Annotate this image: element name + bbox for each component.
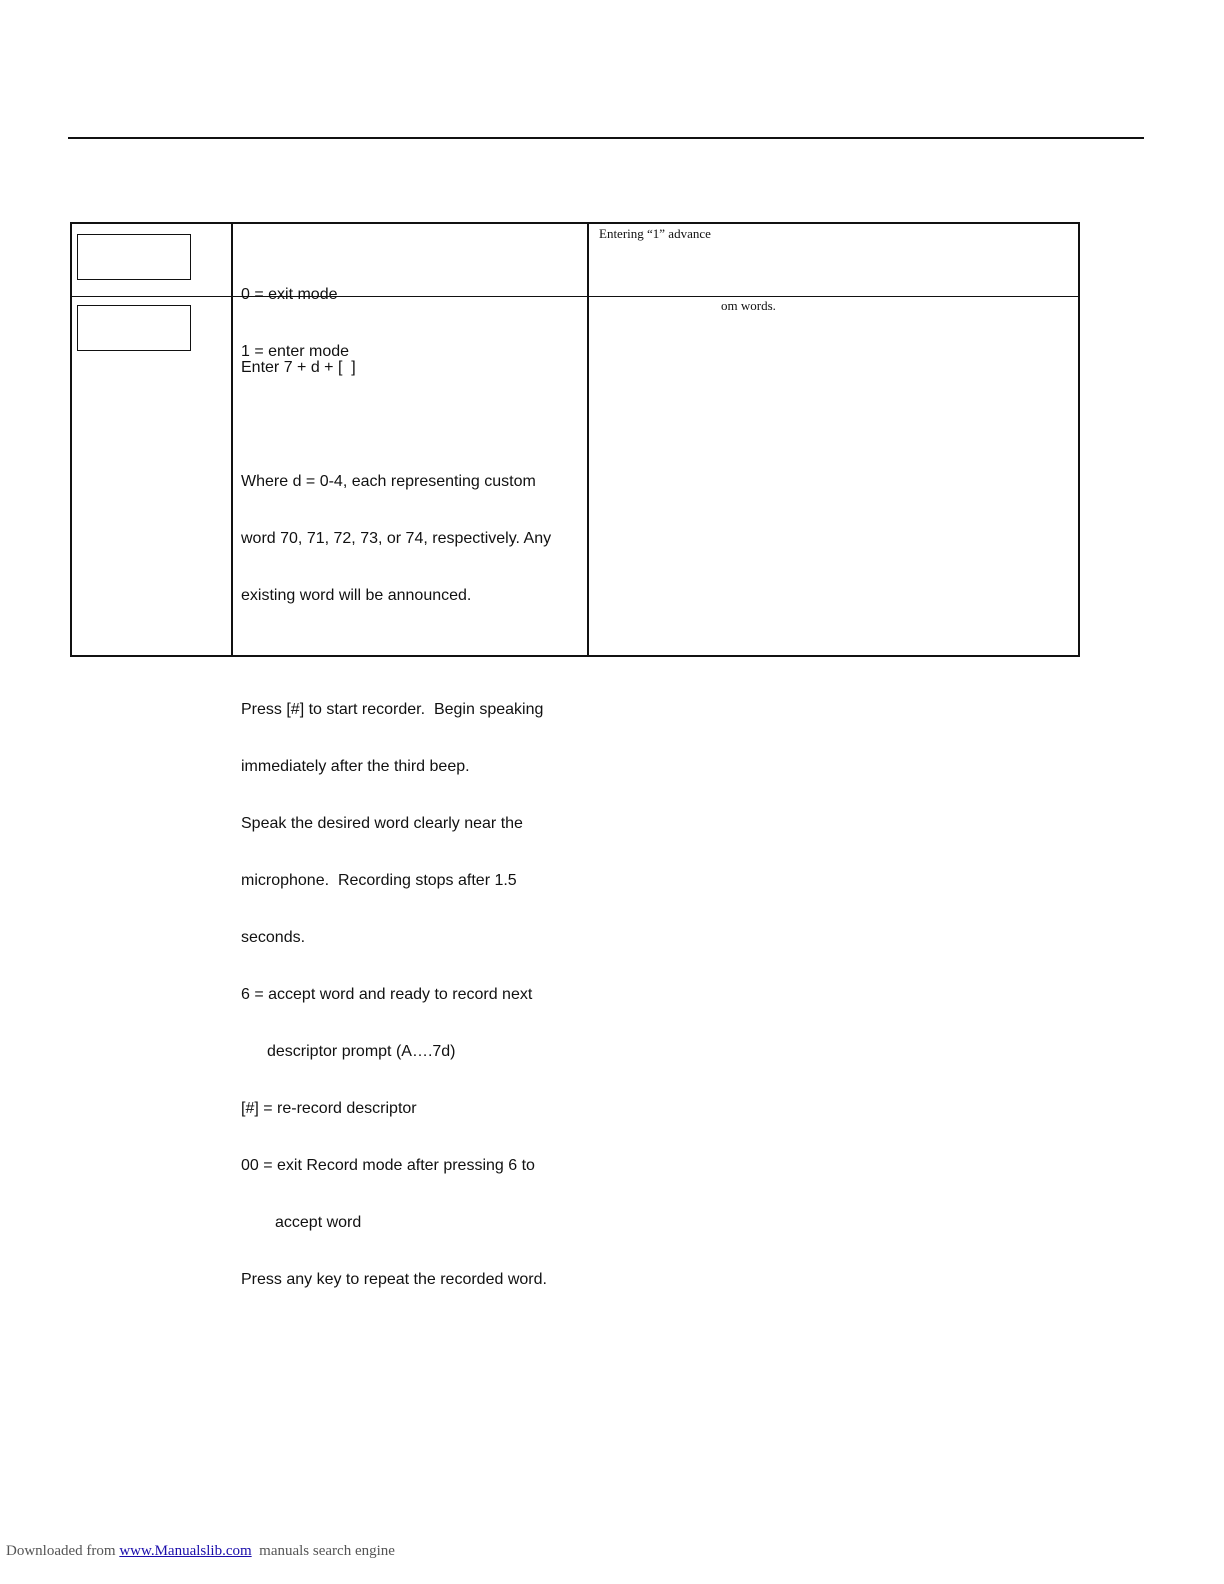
program-field-table [70, 222, 1080, 1288]
field-note: Entering “1” advance [599, 226, 711, 241]
header-rule [68, 137, 1144, 139]
entry-line: 1 = enter mode [241, 343, 350, 360]
entry-line: microphone. Recording stops after 1.5 [241, 872, 517, 889]
table-row [72, 296, 1078, 1288]
entry-line: [#] = re-record descriptor [241, 1100, 417, 1117]
entry-line: seconds. [241, 929, 306, 946]
footer-suffix: manuals search engine [251, 1543, 395, 1559]
entry-line: Speak the desired word clearly near the [241, 815, 523, 832]
entry-line: Press [#] to start recorder. Begin speaking [241, 701, 544, 718]
entry-line: immediately after the third beep. [241, 758, 470, 775]
entry-line: 00 = exit Record mode after pressing 6 to [241, 1157, 535, 1174]
download-footer [6, 1543, 395, 1560]
entry-line: 0 = exit mode [241, 286, 338, 303]
entry-line: Press any key to repeat the recorded word. [241, 1271, 547, 1288]
entry-line: existing word will be announced. [241, 587, 472, 604]
field-note: om words. [721, 298, 776, 313]
column-divider [231, 296, 233, 655]
entry-line: descriptor prompt (A….7d) [267, 1043, 456, 1060]
spacer [241, 643, 571, 662]
entry-line: accept word [275, 1214, 362, 1231]
manualslib-link[interactable]: www.Manualslib.com [119, 1543, 252, 1559]
column-divider [231, 224, 233, 296]
spacer [241, 415, 571, 434]
field-display-box [77, 305, 191, 351]
entry-line: 6 = accept word and ready to record next [241, 986, 533, 1003]
field-display-box [77, 234, 191, 280]
entry-line: Where d = 0-4, each representing custom [241, 473, 536, 490]
footer-prefix: Downloaded from [6, 1543, 120, 1559]
column-divider [587, 296, 589, 655]
entry-line: word 70, 71, 72, 73, or 74, respectively. Any [241, 530, 552, 547]
entry-instructions [241, 320, 571, 1327]
column-divider [587, 224, 589, 296]
entry-line: Enter 7 + d + [ ] [241, 359, 356, 376]
